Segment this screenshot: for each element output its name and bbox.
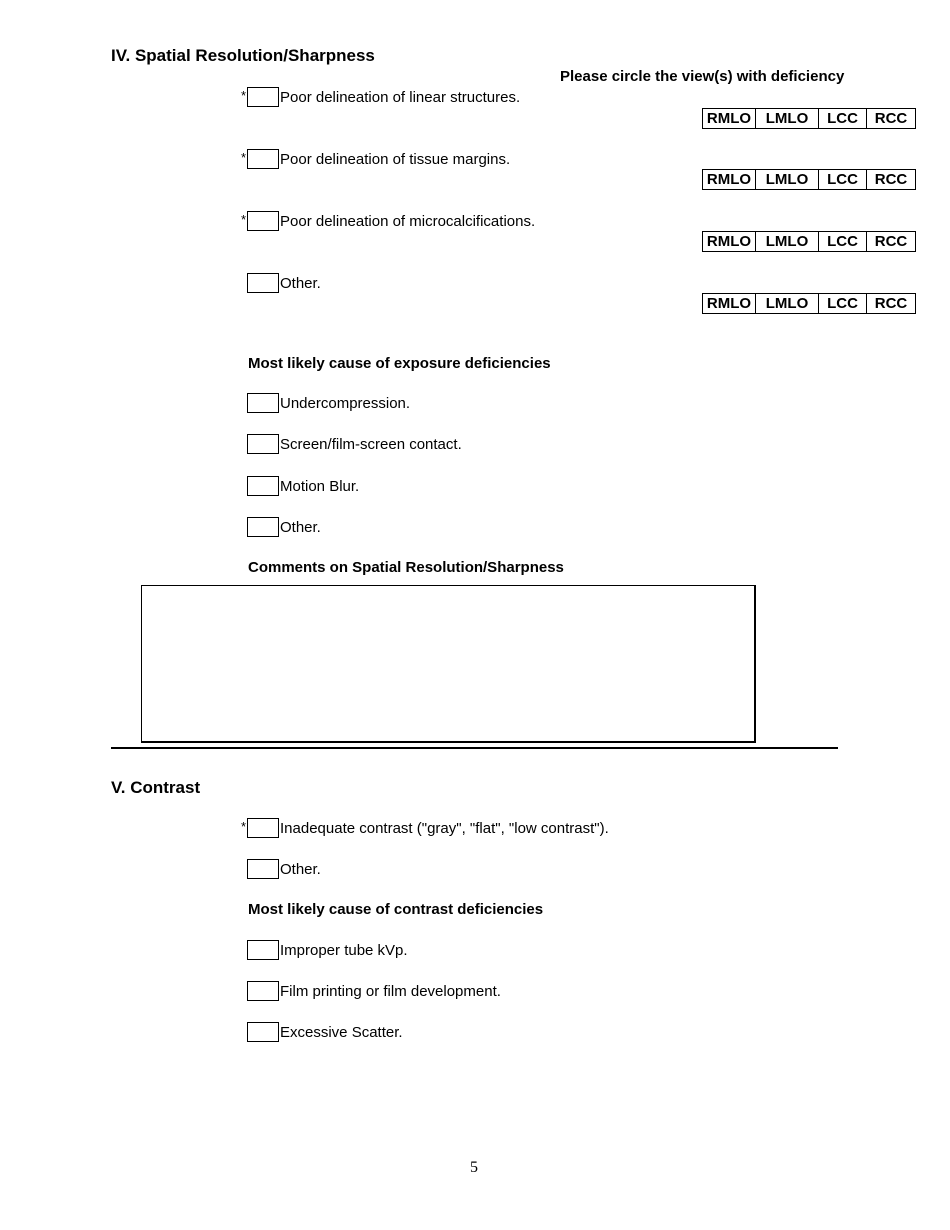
other-sharpness-checkbox[interactable] (247, 273, 279, 293)
view-selector-tissue-margins (702, 169, 916, 190)
view-rmlo[interactable]: RMLO (703, 109, 756, 129)
view-lcc[interactable]: LCC (819, 109, 867, 129)
contrast-cause-heading: Most likely cause of contrast deficiencies (248, 901, 544, 918)
microcalcifications-label: Poor delineation of microcalcifications. (280, 213, 536, 230)
required-marker: * (241, 150, 247, 165)
view-lcc[interactable]: LCC (819, 294, 867, 314)
exposure-cause-heading: Most likely cause of exposure deficiencies (248, 355, 551, 372)
view-rcc[interactable]: RCC (867, 294, 916, 314)
view-lcc[interactable]: LCC (819, 232, 867, 252)
tissue-margins-label: Poor delineation of tissue margins. (280, 151, 511, 168)
view-rmlo[interactable]: RMLO (703, 170, 756, 190)
required-marker: * (241, 819, 247, 834)
section-5-title: V. Contrast (111, 778, 201, 797)
view-rcc[interactable]: RCC (867, 170, 916, 190)
view-lcc[interactable]: LCC (819, 170, 867, 190)
view-rmlo[interactable]: RMLO (703, 232, 756, 252)
view-selector-other (702, 293, 916, 314)
inadequate-contrast-label: Inadequate contrast ("gray", "flat", "low contrast"). (280, 820, 609, 837)
other-exposure-cause-checkbox[interactable] (247, 517, 279, 537)
view-selector-microcalcifications (702, 231, 916, 252)
other-sharpness-label: Other. (280, 275, 321, 292)
screen-contact-label: Screen/film-screen contact. (280, 436, 462, 453)
tube-kvp-label: Improper tube kVp. (280, 942, 408, 959)
tube-kvp-checkbox[interactable] (247, 940, 279, 960)
view-rcc[interactable]: RCC (867, 109, 916, 129)
undercompression-label: Undercompression. (280, 395, 411, 412)
section-4-title: IV. Spatial Resolution/Sharpness (111, 46, 375, 65)
other-exposure-cause-label: Other. (280, 519, 321, 536)
view-lmlo[interactable]: LMLO (756, 170, 819, 190)
other-contrast-label: Other. (280, 861, 321, 878)
view-instruction: Please circle the view(s) with deficiency (560, 68, 845, 85)
comments-heading: Comments on Spatial Resolution/Sharpness (248, 559, 564, 576)
view-lmlo[interactable]: LMLO (756, 232, 819, 252)
excessive-scatter-checkbox[interactable] (247, 1022, 279, 1042)
other-contrast-checkbox[interactable] (247, 859, 279, 879)
screen-contact-checkbox[interactable] (247, 434, 279, 454)
microcalcifications-checkbox[interactable] (247, 211, 279, 231)
view-selector-linear-structures (702, 108, 916, 129)
required-marker: * (241, 88, 247, 103)
comments-textbox[interactable] (141, 585, 756, 743)
excessive-scatter-label: Excessive Scatter. (280, 1024, 403, 1041)
undercompression-checkbox[interactable] (247, 393, 279, 413)
required-marker: * (241, 212, 247, 227)
tissue-margins-checkbox[interactable] (247, 149, 279, 169)
film-printing-checkbox[interactable] (247, 981, 279, 1001)
linear-structures-checkbox[interactable] (247, 87, 279, 107)
view-rcc[interactable]: RCC (867, 232, 916, 252)
motion-blur-checkbox[interactable] (247, 476, 279, 496)
inadequate-contrast-checkbox[interactable] (247, 818, 279, 838)
view-rmlo[interactable]: RMLO (703, 294, 756, 314)
linear-structures-label: Poor delineation of linear structures. (280, 89, 521, 106)
view-lmlo[interactable]: LMLO (756, 109, 819, 129)
view-lmlo[interactable]: LMLO (756, 294, 819, 314)
section-divider (111, 747, 838, 749)
film-printing-label: Film printing or film development. (280, 983, 501, 1000)
motion-blur-label: Motion Blur. (280, 478, 360, 495)
page-number: 5 (470, 1159, 478, 1176)
